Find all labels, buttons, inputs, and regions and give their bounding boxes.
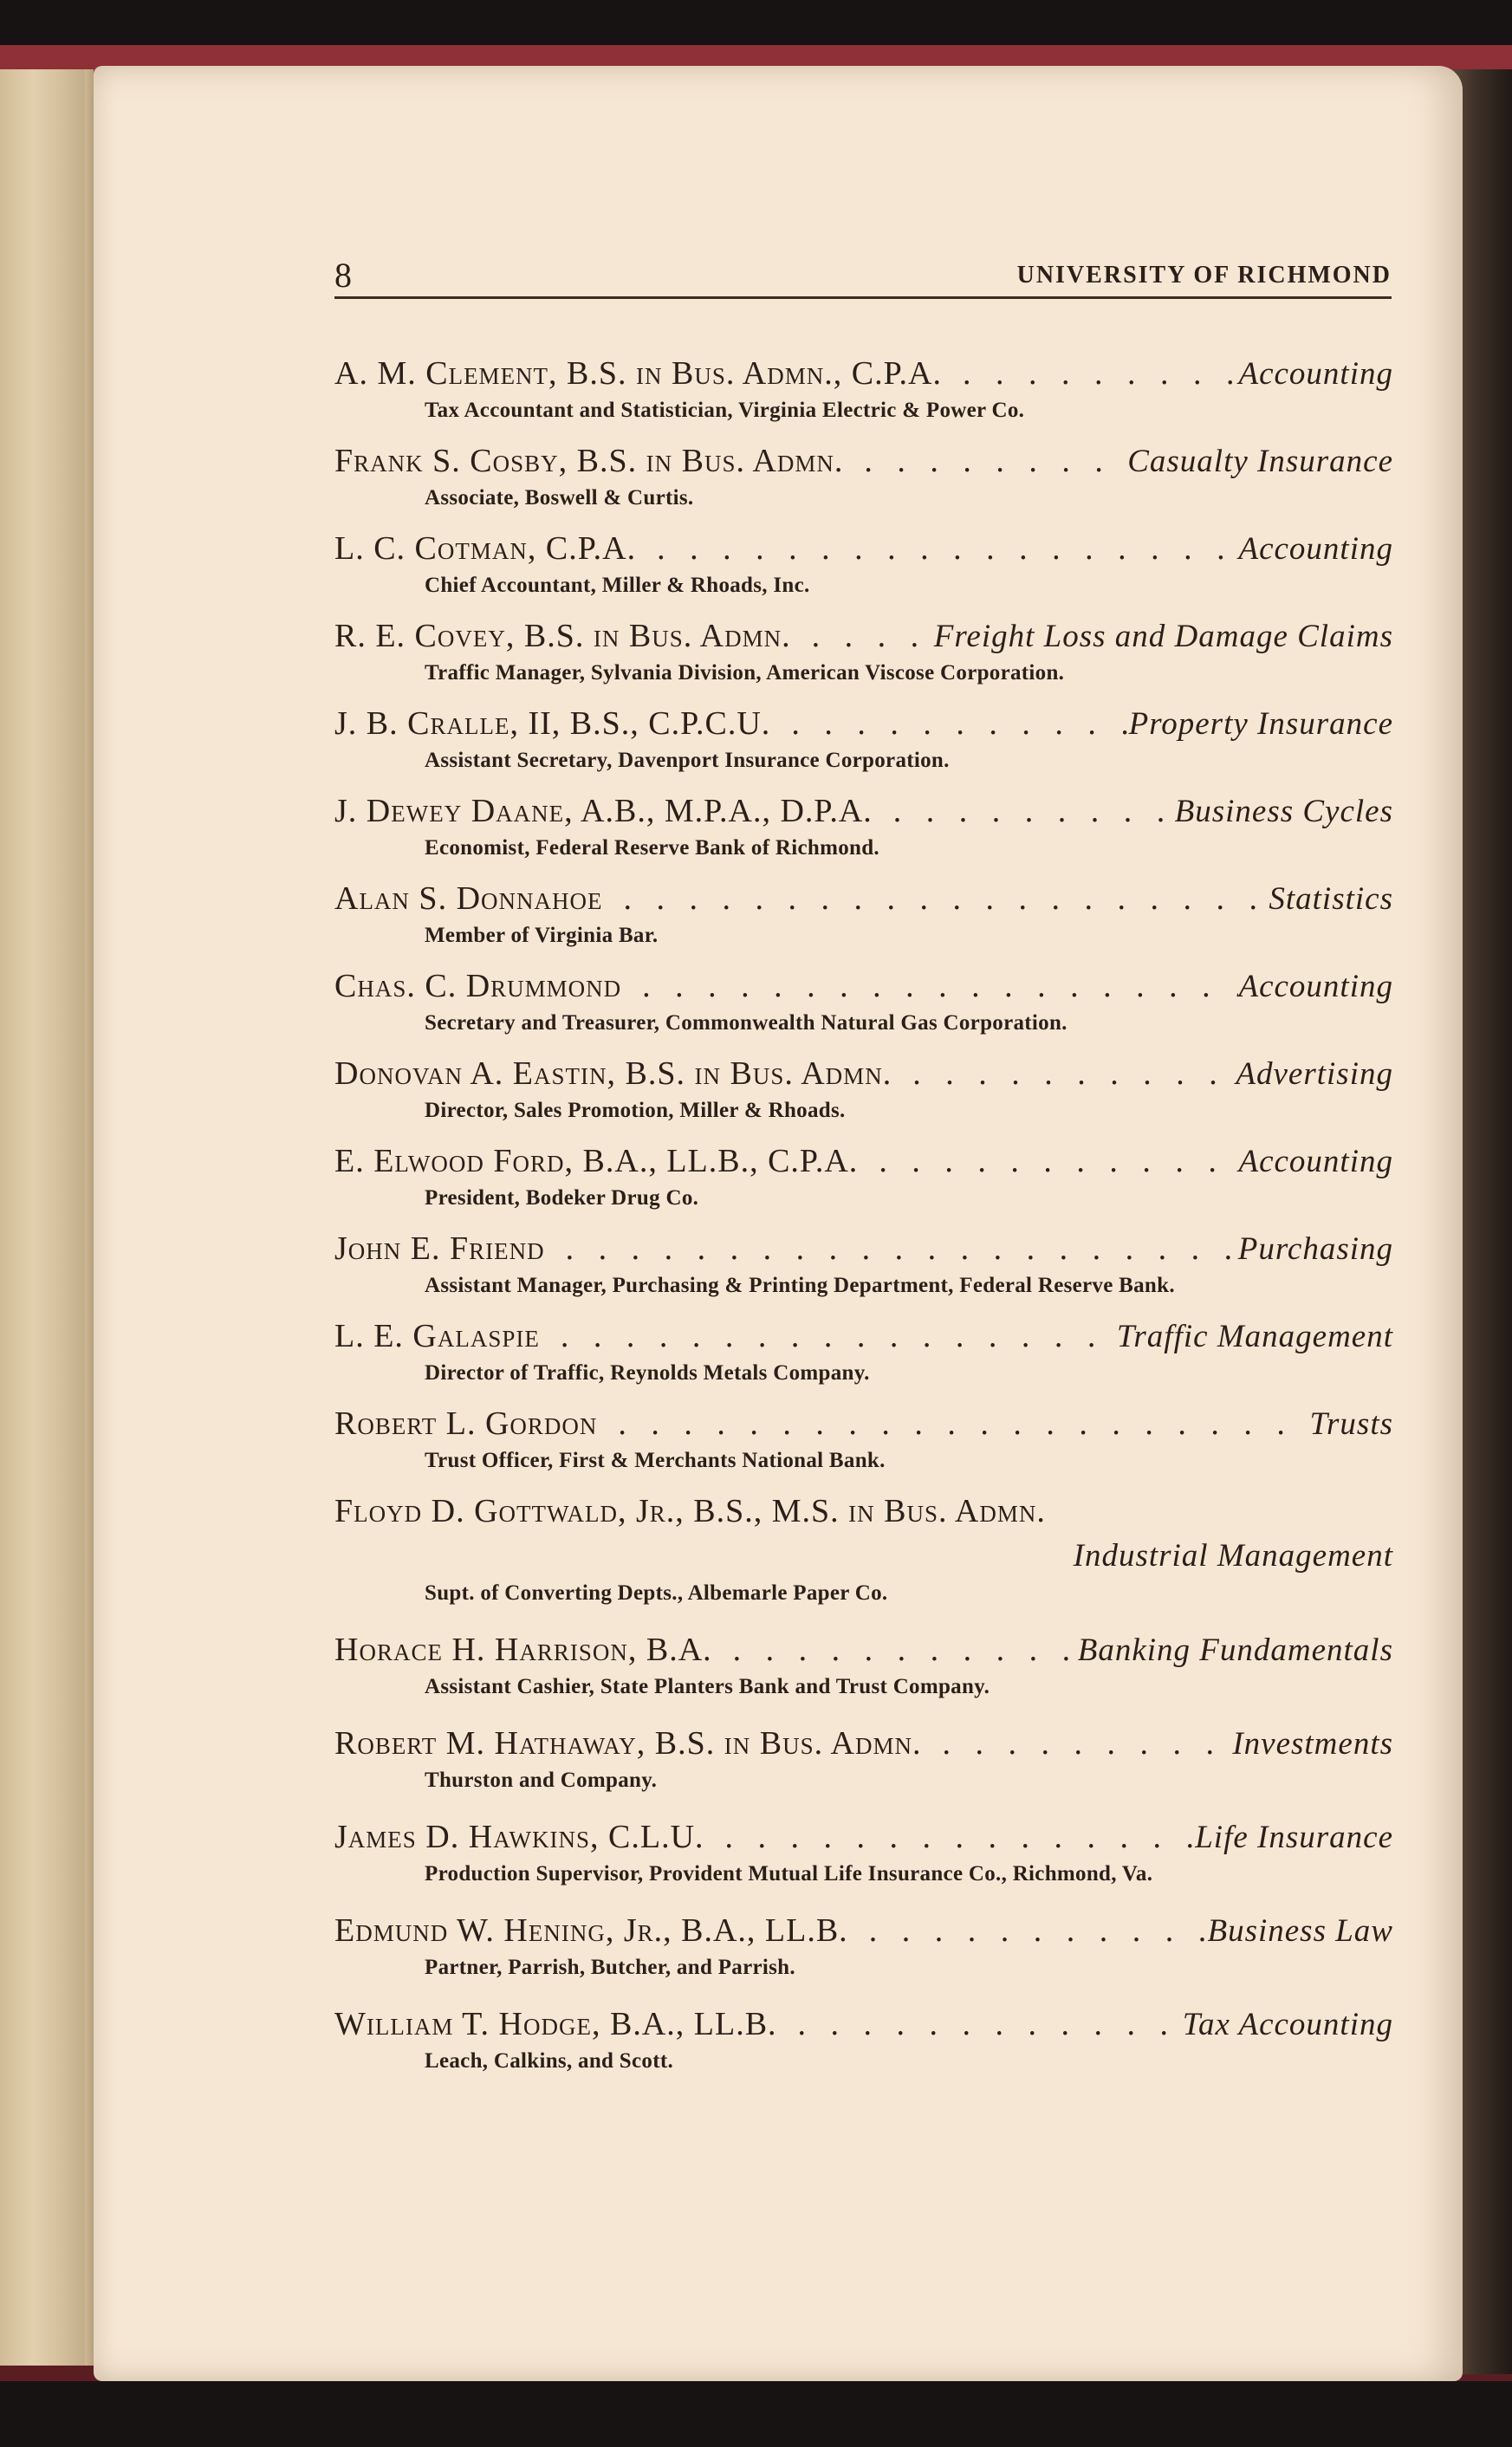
faculty-subject: Banking Fundamentals [1077,1632,1393,1668]
faculty-entry [334,1226,1393,1301]
faculty-subject: Accounting [1238,1144,1393,1179]
faculty-subject: Freight Loss and Damage Claims [933,619,1393,654]
faculty-name: J. B. Cralle, II, B.S., C.P.C.U. [334,705,771,742]
faculty-entry [334,876,1393,951]
faculty-name: John E. Friend [334,1230,545,1267]
faculty-subject: Accounting [1238,969,1393,1004]
faculty-subject: Purchasing [1237,1231,1393,1267]
faculty-subject: Trusts [1309,1406,1393,1442]
faculty-entry [334,789,1393,863]
faculty-position: Assistant Cashier, State Planters Bank and Trust Company. [425,1675,990,1698]
faculty-subject: Traffic Management [1116,1319,1393,1354]
dot-leader [636,526,1238,571]
faculty-position: Leach, Calkins, and Scott. [425,2049,674,2073]
faculty-subject: Business Law [1207,1913,1393,1949]
faculty-subject: Investments [1232,1726,1393,1762]
dot-leader [603,876,1269,921]
faculty-name: R. E. Covey, B.S. in Bus. Admn. [334,618,791,654]
faculty-list [334,351,1393,2095]
faculty-entry [334,613,1393,688]
faculty-name: Alan S. Donnahoe [334,880,603,917]
faculty-name: J. Dewey Daane, A.B., M.P.A., D.P.A. [334,793,873,829]
dot-leader [704,1814,1196,1860]
faculty-entry [334,438,1393,513]
faculty-entry [334,1489,1393,1608]
faculty-name: Horace H. Harrison, B.A. [334,1632,712,1668]
faculty-entry [334,526,1393,600]
faculty-entry [334,2002,1393,2076]
faculty-name: Chas. C. Drummond [334,968,622,1004]
faculty-name: James D. Hawkins, C.L.U. [334,1819,704,1855]
dot-leader [892,1051,1236,1096]
faculty-subject: Business Cycles [1174,794,1393,829]
faculty-subject: Property Insurance [1128,706,1393,742]
page-stack-left [0,69,94,2366]
page-number: 8 [334,256,352,295]
dot-leader [942,351,1239,396]
faculty-position: Secretary and Treasurer, Commonwealth Natural Gas Corporation. [425,1011,1067,1035]
faculty-name: L. E. Galaspie [334,1318,540,1354]
faculty-name: L. C. Cotman, C.P.A. [334,530,637,567]
dot-leader [843,438,1127,484]
faculty-subject: Accounting [1238,531,1393,567]
dot-leader [621,964,1238,1009]
faculty-position: Member of Virginia Bar. [425,924,659,947]
faculty-entry [334,701,1393,776]
dot-leader [770,701,1128,746]
faculty-name: Robert M. Hathaway, B.S. in Bus. Admn. [334,1725,922,1762]
dot-leader [597,1401,1309,1446]
faculty-entry [334,1051,1393,1126]
faculty-name: A. M. Clement, B.S. in Bus. Admn., C.P.A. [334,355,942,392]
faculty-position: Chief Accountant, Miller & Rhoads, Inc. [425,574,810,597]
faculty-position: Director, Sales Promotion, Miller & Rhoads. [425,1099,846,1122]
dot-leader [848,1908,1208,1953]
faculty-subject: Life Insurance [1195,1820,1393,1855]
dot-leader [540,1314,1117,1359]
faculty-entry [334,1814,1393,1889]
faculty-position: Assistant Manager, Purchasing & Printing Department, Federal Reserve Bank. [425,1274,1175,1297]
dot-leader [858,1139,1238,1184]
faculty-name: E. Elwood Ford, B.A., LL.B., C.P.A. [334,1143,859,1179]
dot-leader [873,789,1175,834]
faculty-position: Director of Traffic, Reynolds Metals Company. [425,1361,870,1385]
running-title: UNIVERSITY OF RICHMOND [1016,262,1392,289]
dot-leader [545,1226,1238,1271]
faculty-entry [334,351,1393,425]
faculty-subject: Casualty Insurance [1127,444,1393,479]
faculty-position: Assistant Secretary, Davenport Insurance Corporation. [425,749,950,772]
faculty-position: Thurston and Company. [425,1769,658,1792]
faculty-position: Production Supervisor, Provident Mutual Life Insurance Co., Richmond, Va. [425,1862,1153,1886]
dot-leader [712,1627,1078,1672]
faculty-name: Floyd D. Gottwald, Jr., B.S., M.S. in Bus. Admn. [334,1493,1046,1529]
faculty-subject: Advertising [1236,1056,1393,1092]
faculty-entry [334,1721,1393,1795]
faculty-name: Edmund W. Hening, Jr., B.A., LL.B. [334,1912,848,1949]
faculty-name: Frank S. Cosby, B.S. in Bus. Admn. [334,443,844,479]
faculty-position: President, Bodeker Drug Co. [425,1186,699,1210]
faculty-subject: Industrial Management [1073,1538,1393,1574]
faculty-position: Traffic Manager, Sylvania Division, American Viscose Corporation. [425,661,1065,685]
faculty-position: Supt. of Converting Depts., Albemarle Paper Co. [425,1581,888,1605]
faculty-entry [334,1627,1393,1702]
faculty-name: Robert L. Gordon [334,1405,598,1442]
faculty-entry [334,1401,1393,1476]
faculty-position: Trust Officer, First & Merchants National Bank. [425,1449,886,1472]
faculty-position: Partner, Parrish, Butcher, and Parrish. [425,1956,795,1979]
faculty-position: Economist, Federal Reserve Bank of Richmond. [425,836,879,860]
page-header [334,251,1392,299]
dot-leader [777,2002,1183,2047]
faculty-subject: Tax Accounting [1182,2007,1393,2042]
faculty-subject: Statistics [1269,881,1393,917]
faculty-entry [334,1908,1393,1983]
dot-leader [921,1721,1232,1766]
faculty-entry [334,1139,1393,1213]
faculty-name: William T. Hodge, B.A., LL.B. [334,2006,777,2042]
faculty-position: Associate, Boswell & Curtis. [425,486,694,510]
faculty-position: Tax Accountant and Statistician, Virginia Electric & Power Co. [425,399,1025,422]
faculty-subject: Accounting [1238,356,1393,392]
faculty-entry [334,1314,1393,1388]
faculty-entry [334,964,1393,1038]
faculty-name: Donovan A. Eastin, B.S. in Bus. Admn. [334,1055,892,1092]
dot-leader [791,613,934,659]
